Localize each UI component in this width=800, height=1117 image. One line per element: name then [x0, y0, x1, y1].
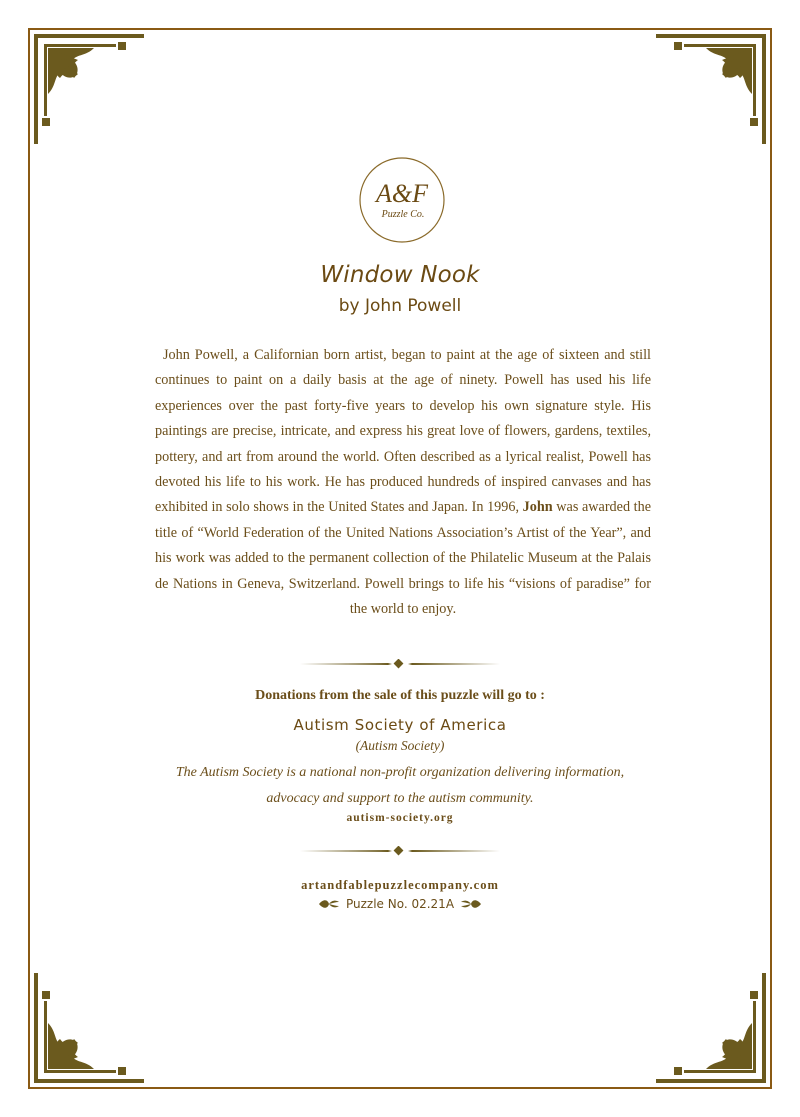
corner-ornament-icon — [34, 973, 144, 1083]
puzzle-number: Puzzle No. 02.21A — [345, 897, 455, 911]
artist-biography — [155, 343, 651, 622]
donations-label: Donations from the sale of this puzzle will go to : — [255, 688, 545, 703]
leaf-ornament-icon — [460, 898, 482, 910]
logo-sub-text: Puzzle Co. — [381, 209, 425, 220]
company-logo — [358, 156, 446, 244]
artist-byline: by John Powell — [338, 296, 462, 316]
artwork-title: Window Nook — [320, 262, 480, 288]
bio-text-part2: was awarded the title of “World Federation of the United Nations Association’s Artist of the Year”, and his work was added to the permanent collection of the Philatelic Museum at the Palais de Nations in Geneva, Switzerland. Powell brings to life his “visions of paradise” for the world to enjoy. — [155, 499, 652, 618]
charity-description-line: advocacy and support to the autism community. — [266, 791, 534, 806]
corner-ornament-icon — [656, 34, 766, 144]
puzzle-number-line — [0, 897, 800, 911]
bio-bold-name: John — [522, 499, 553, 516]
charity-url: autism-society.org — [346, 812, 454, 824]
ornamental-divider-icon — [300, 846, 500, 856]
charity-description-line: The Autism Society is a national non-profit organization delivering information, — [175, 765, 625, 780]
charity-description — [0, 760, 800, 812]
charity-alias: (Autism Society) — [355, 738, 445, 753]
logo-main-text: A&F — [376, 179, 428, 208]
corner-ornament-icon — [656, 973, 766, 1083]
charity-name: Autism Society of America — [293, 716, 507, 734]
ornamental-divider-icon — [300, 659, 500, 669]
bio-text-part1: John Powell, a Californian born artist, began to paint at the age of sixteen and still continues to paint on a daily basis at the age of ninety. Powell has used his life experiences over the past forty-five years to develop his own signature style. His paintings are precise, intricate, and express his great love of flowers, gardens, textiles, pottery, and art from around the world. Often described as a lyrical realist, Powell has devoted his life to his work. He has produced hundreds of inspired canvases and has exhibited in solo shows in the United States and Japan. In 1996, — [155, 347, 651, 516]
leaf-ornament-icon — [318, 898, 340, 910]
corner-ornament-icon — [34, 34, 144, 144]
company-website: artandfablepuzzlecompany.com — [301, 878, 499, 892]
